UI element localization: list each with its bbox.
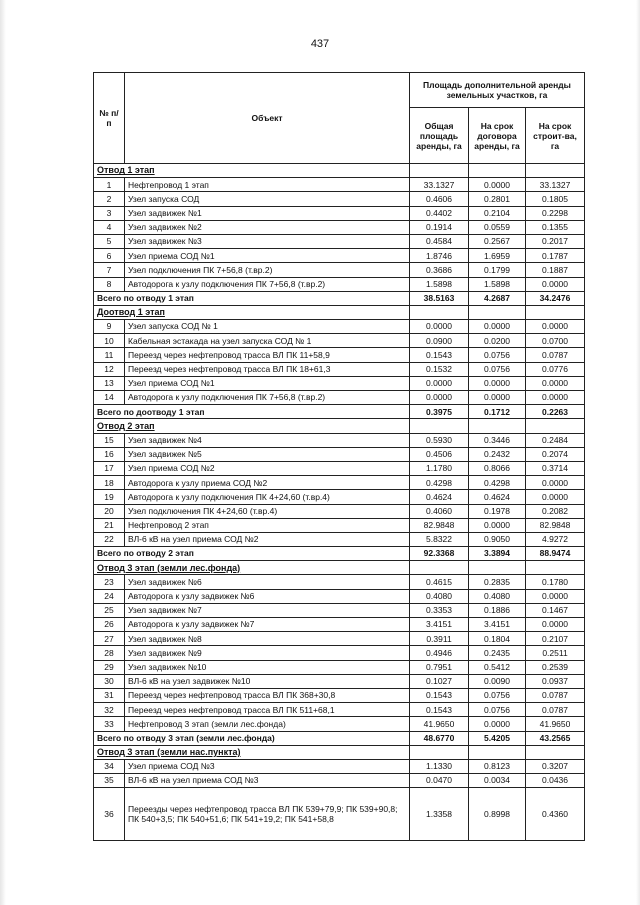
total-area: 38.5163 — [410, 291, 469, 305]
table-row — [94, 348, 585, 362]
row-object-name: Узел задвижек №5 — [125, 447, 410, 461]
row-number: 23 — [94, 575, 125, 589]
row-contract-area: 0.0000 — [469, 376, 526, 390]
table-row — [94, 575, 585, 589]
row-total-area: 0.4402 — [410, 206, 469, 220]
table-row — [94, 788, 585, 841]
header-contract-term: На срок договора аренды, га — [469, 108, 526, 164]
table-row — [94, 192, 585, 206]
row-total-area: 1.8746 — [410, 249, 469, 263]
header-total-area: Общая площадь аренды, га — [410, 108, 469, 164]
total-construction-area: 43.2565 — [526, 731, 585, 745]
row-object-name: Переезд через нефтепровод трасса ВЛ ПК 368+30,8 — [125, 688, 410, 702]
table-row — [94, 518, 585, 532]
row-object-name: Узел запуска СОД — [125, 192, 410, 206]
row-construction-area: 0.2511 — [526, 646, 585, 660]
row-construction-area: 0.0436 — [526, 774, 585, 788]
table-row — [94, 461, 585, 475]
total-construction-area: 0.2263 — [526, 405, 585, 419]
table-row — [94, 774, 585, 788]
row-number: 36 — [94, 788, 125, 841]
table-row — [94, 249, 585, 263]
row-construction-area: 0.0000 — [526, 490, 585, 504]
row-object-name: Переезды через нефтепровод трасса ВЛ ПК 539+79,9; ПК 539+90,8; ПК 540+3,5; ПК 540+51,6; ПК 541+19,2; ПК 541+58,8 — [125, 788, 410, 841]
row-number: 7 — [94, 263, 125, 277]
row-construction-area: 4.9272 — [526, 532, 585, 546]
row-object-name: Узел запуска СОД № 1 — [125, 320, 410, 334]
row-contract-area: 0.0756 — [469, 688, 526, 702]
table-row — [94, 376, 585, 390]
row-construction-area: 0.3714 — [526, 461, 585, 475]
section-header — [94, 745, 585, 759]
table-row — [94, 263, 585, 277]
total-construction-area: 88.9474 — [526, 547, 585, 561]
row-contract-area: 0.0000 — [469, 391, 526, 405]
row-total-area: 0.1914 — [410, 220, 469, 234]
empty-cell — [469, 305, 526, 319]
row-number: 17 — [94, 461, 125, 475]
empty-cell — [410, 419, 469, 433]
empty-cell — [526, 561, 585, 575]
row-total-area: 0.4060 — [410, 504, 469, 518]
empty-cell — [410, 164, 469, 178]
table-row — [94, 334, 585, 348]
table-row — [94, 476, 585, 490]
row-total-area: 0.1532 — [410, 362, 469, 376]
row-contract-area: 0.0000 — [469, 178, 526, 192]
table-row — [94, 660, 585, 674]
row-number: 6 — [94, 249, 125, 263]
row-object-name: ВЛ-6 кВ на узел приема СОД №2 — [125, 532, 410, 546]
row-object-name: Переезд через нефтепровод трасса ВЛ ПК 511+68,1 — [125, 703, 410, 717]
row-contract-area: 0.2432 — [469, 447, 526, 461]
row-contract-area: 0.8066 — [469, 461, 526, 475]
row-total-area: 41.9650 — [410, 717, 469, 731]
row-number: 33 — [94, 717, 125, 731]
table-row — [94, 362, 585, 376]
table-header — [94, 73, 585, 164]
row-contract-area: 0.4298 — [469, 476, 526, 490]
empty-cell — [526, 745, 585, 759]
page-number: 437 — [310, 38, 330, 50]
total-contract-area: 4.2687 — [469, 291, 526, 305]
table-row — [94, 589, 585, 603]
row-object-name: Узел задвижек №1 — [125, 206, 410, 220]
row-total-area: 0.0000 — [410, 320, 469, 334]
row-construction-area: 0.0787 — [526, 348, 585, 362]
row-contract-area: 0.1886 — [469, 603, 526, 617]
row-number: 26 — [94, 618, 125, 632]
row-construction-area: 0.1467 — [526, 603, 585, 617]
row-number: 18 — [94, 476, 125, 490]
row-construction-area: 0.0700 — [526, 334, 585, 348]
row-contract-area: 0.0756 — [469, 362, 526, 376]
row-total-area: 0.1543 — [410, 703, 469, 717]
row-total-area: 1.1780 — [410, 461, 469, 475]
table-row — [94, 277, 585, 291]
total-row — [94, 731, 585, 745]
row-construction-area: 0.0000 — [526, 476, 585, 490]
table-row — [94, 504, 585, 518]
table-row — [94, 632, 585, 646]
empty-cell — [469, 419, 526, 433]
row-total-area: 0.1543 — [410, 348, 469, 362]
row-total-area: 3.4151 — [410, 618, 469, 632]
table-row — [94, 220, 585, 234]
row-total-area: 0.4615 — [410, 575, 469, 589]
row-number: 29 — [94, 660, 125, 674]
row-construction-area: 0.0000 — [526, 320, 585, 334]
row-total-area: 0.5930 — [410, 433, 469, 447]
row-object-name: Нефтепровод 2 этап — [125, 518, 410, 532]
row-construction-area: 0.0937 — [526, 674, 585, 688]
row-object-name: Автодорога к узлу подключения ПК 7+56,8 (т.вр.2) — [125, 391, 410, 405]
section-title: Отвод 2 этап — [94, 419, 410, 433]
row-construction-area: 0.0000 — [526, 391, 585, 405]
row-object-name: Узел задвижек №4 — [125, 433, 410, 447]
row-number: 31 — [94, 688, 125, 702]
row-object-name: Узел подключения ПК 7+56,8 (т.вр.2) — [125, 263, 410, 277]
row-total-area: 0.4946 — [410, 646, 469, 660]
table-row — [94, 206, 585, 220]
row-contract-area: 0.4080 — [469, 589, 526, 603]
row-number: 9 — [94, 320, 125, 334]
row-number: 34 — [94, 759, 125, 773]
row-object-name: Узел задвижек №10 — [125, 660, 410, 674]
row-number: 15 — [94, 433, 125, 447]
row-object-name: Узел приема СОД №1 — [125, 376, 410, 390]
table-row — [94, 646, 585, 660]
empty-cell — [469, 164, 526, 178]
row-construction-area: 0.0787 — [526, 703, 585, 717]
empty-cell — [526, 305, 585, 319]
row-total-area: 82.9848 — [410, 518, 469, 532]
row-contract-area: 0.0756 — [469, 703, 526, 717]
row-number: 12 — [94, 362, 125, 376]
empty-cell — [410, 745, 469, 759]
row-number: 2 — [94, 192, 125, 206]
row-object-name: Узел приема СОД №2 — [125, 461, 410, 475]
row-contract-area: 1.6959 — [469, 249, 526, 263]
row-number: 22 — [94, 532, 125, 546]
row-construction-area: 0.2074 — [526, 447, 585, 461]
total-contract-area: 3.3894 — [469, 547, 526, 561]
land-lease-table — [93, 72, 585, 841]
row-total-area: 0.1027 — [410, 674, 469, 688]
table-row — [94, 603, 585, 617]
header-construction-term: На срок строит-ва, га — [526, 108, 585, 164]
row-object-name: Узел задвижек №3 — [125, 234, 410, 248]
row-object-name: ВЛ-6 кВ на узел приема СОД №3 — [125, 774, 410, 788]
table-row — [94, 320, 585, 334]
row-number: 11 — [94, 348, 125, 362]
row-object-name: Автодорога к узлу задвижек №7 — [125, 618, 410, 632]
section-header — [94, 419, 585, 433]
row-total-area: 0.3353 — [410, 603, 469, 617]
row-total-area: 5.8322 — [410, 532, 469, 546]
row-construction-area: 0.0776 — [526, 362, 585, 376]
row-total-area: 0.3686 — [410, 263, 469, 277]
row-object-name: Узел задвижек №8 — [125, 632, 410, 646]
total-construction-area: 34.2476 — [526, 291, 585, 305]
row-number: 21 — [94, 518, 125, 532]
row-contract-area: 0.3446 — [469, 433, 526, 447]
row-contract-area: 0.0034 — [469, 774, 526, 788]
row-number: 1 — [94, 178, 125, 192]
row-contract-area: 0.9050 — [469, 532, 526, 546]
total-contract-area: 5.4205 — [469, 731, 526, 745]
row-construction-area: 0.1787 — [526, 249, 585, 263]
row-total-area: 1.3358 — [410, 788, 469, 841]
row-construction-area: 0.4360 — [526, 788, 585, 841]
row-number: 25 — [94, 603, 125, 617]
total-label: Всего по отводу 2 этап — [94, 547, 410, 561]
section-header — [94, 305, 585, 319]
row-construction-area: 0.2107 — [526, 632, 585, 646]
row-object-name: Автодорога к узлу подключения ПК 7+56,8 (т.вр.2) — [125, 277, 410, 291]
row-contract-area: 0.1804 — [469, 632, 526, 646]
row-object-name: Узел задвижек №6 — [125, 575, 410, 589]
row-contract-area: 0.2567 — [469, 234, 526, 248]
row-contract-area: 0.1978 — [469, 504, 526, 518]
row-contract-area: 1.5898 — [469, 277, 526, 291]
total-label: Всего по отводу 3 этап (земли лес.фонда) — [94, 731, 410, 745]
row-construction-area: 0.1805 — [526, 192, 585, 206]
empty-cell — [410, 561, 469, 575]
row-number: 8 — [94, 277, 125, 291]
row-number: 35 — [94, 774, 125, 788]
row-total-area: 0.0900 — [410, 334, 469, 348]
row-contract-area: 0.5412 — [469, 660, 526, 674]
row-contract-area: 0.2801 — [469, 192, 526, 206]
row-total-area: 0.0000 — [410, 376, 469, 390]
row-object-name: Узел подключения ПК 4+24,60 (т.вр.4) — [125, 504, 410, 518]
row-object-name: Переезд через нефтепровод трасса ВЛ ПК 11+58,9 — [125, 348, 410, 362]
row-total-area: 0.4080 — [410, 589, 469, 603]
row-total-area: 0.4624 — [410, 490, 469, 504]
table-row — [94, 717, 585, 731]
table-row — [94, 674, 585, 688]
row-number: 4 — [94, 220, 125, 234]
empty-cell — [469, 561, 526, 575]
row-construction-area: 0.0787 — [526, 688, 585, 702]
scan-edge-left — [0, 0, 6, 905]
total-area: 0.3975 — [410, 405, 469, 419]
section-header — [94, 561, 585, 575]
scan-edge-right — [636, 0, 640, 905]
row-object-name: Переезд через нефтепровод трасса ВЛ ПК 18+61,3 — [125, 362, 410, 376]
row-construction-area: 0.2539 — [526, 660, 585, 674]
total-label: Всего по отводу 1 этап — [94, 291, 410, 305]
row-object-name: Узел приема СОД №3 — [125, 759, 410, 773]
row-object-name: Кабельная эстакада на узел запуска СОД № 1 — [125, 334, 410, 348]
row-construction-area: 0.0000 — [526, 376, 585, 390]
row-contract-area: 0.0090 — [469, 674, 526, 688]
row-total-area: 0.4298 — [410, 476, 469, 490]
row-contract-area: 0.0000 — [469, 518, 526, 532]
section-title: Отвод 3 этап (земли лес.фонда) — [94, 561, 410, 575]
row-contract-area: 0.0559 — [469, 220, 526, 234]
row-number: 32 — [94, 703, 125, 717]
table-row — [94, 532, 585, 546]
total-row — [94, 547, 585, 561]
total-label: Всего по доотводу 1 этап — [94, 405, 410, 419]
row-construction-area: 0.2017 — [526, 234, 585, 248]
table-body — [94, 164, 585, 841]
empty-cell — [526, 419, 585, 433]
row-total-area: 1.1330 — [410, 759, 469, 773]
section-header — [94, 164, 585, 178]
row-total-area: 0.3911 — [410, 632, 469, 646]
total-row — [94, 405, 585, 419]
row-number: 19 — [94, 490, 125, 504]
row-contract-area: 0.0756 — [469, 348, 526, 362]
table-row — [94, 618, 585, 632]
total-contract-area: 0.1712 — [469, 405, 526, 419]
row-total-area: 0.1543 — [410, 688, 469, 702]
row-object-name: Нефтепровод 3 этап (земли лес.фонда) — [125, 717, 410, 731]
row-number: 24 — [94, 589, 125, 603]
row-object-name: ВЛ-6 кВ на узел задвижек №10 — [125, 674, 410, 688]
row-total-area: 1.5898 — [410, 277, 469, 291]
section-title: Отвод 1 этап — [94, 164, 410, 178]
table-row — [94, 490, 585, 504]
row-contract-area: 0.2835 — [469, 575, 526, 589]
row-contract-area: 0.8123 — [469, 759, 526, 773]
row-construction-area: 41.9650 — [526, 717, 585, 731]
row-object-name: Узел задвижек №7 — [125, 603, 410, 617]
section-title: Доотвод 1 этап — [94, 305, 410, 319]
header-area-group: Площадь дополнительной аренды земельных участков, га — [410, 73, 585, 108]
row-construction-area: 0.0000 — [526, 618, 585, 632]
header-object: Объект — [125, 73, 410, 164]
table-row — [94, 447, 585, 461]
row-construction-area: 0.0000 — [526, 277, 585, 291]
row-number: 27 — [94, 632, 125, 646]
table-row — [94, 688, 585, 702]
total-row — [94, 291, 585, 305]
row-total-area: 33.1327 — [410, 178, 469, 192]
row-number: 28 — [94, 646, 125, 660]
row-contract-area: 0.2104 — [469, 206, 526, 220]
table-row — [94, 759, 585, 773]
row-number: 20 — [94, 504, 125, 518]
row-construction-area: 0.1887 — [526, 263, 585, 277]
empty-cell — [410, 305, 469, 319]
row-number: 13 — [94, 376, 125, 390]
row-total-area: 0.7951 — [410, 660, 469, 674]
row-construction-area: 0.3207 — [526, 759, 585, 773]
table-row — [94, 433, 585, 447]
row-number: 5 — [94, 234, 125, 248]
row-number: 30 — [94, 674, 125, 688]
row-contract-area: 0.8998 — [469, 788, 526, 841]
row-object-name: Нефтепровод 1 этап — [125, 178, 410, 192]
table-row — [94, 234, 585, 248]
row-object-name: Узел приема СОД №1 — [125, 249, 410, 263]
row-object-name: Узел задвижек №9 — [125, 646, 410, 660]
row-contract-area: 0.2435 — [469, 646, 526, 660]
row-object-name: Узел задвижек №2 — [125, 220, 410, 234]
row-construction-area: 0.2298 — [526, 206, 585, 220]
row-construction-area: 0.2484 — [526, 433, 585, 447]
empty-cell — [469, 745, 526, 759]
total-area: 92.3368 — [410, 547, 469, 561]
table-row — [94, 178, 585, 192]
row-construction-area: 0.2082 — [526, 504, 585, 518]
row-contract-area: 0.0000 — [469, 717, 526, 731]
row-number: 3 — [94, 206, 125, 220]
row-number: 10 — [94, 334, 125, 348]
row-total-area: 0.0000 — [410, 391, 469, 405]
row-object-name: Автодорога к узлу подключения ПК 4+24,60 (т.вр.4) — [125, 490, 410, 504]
table-row — [94, 391, 585, 405]
row-contract-area: 0.4624 — [469, 490, 526, 504]
row-contract-area: 0.0200 — [469, 334, 526, 348]
row-number: 16 — [94, 447, 125, 461]
row-total-area: 0.4584 — [410, 234, 469, 248]
row-construction-area: 82.9848 — [526, 518, 585, 532]
row-total-area: 0.4506 — [410, 447, 469, 461]
row-contract-area: 0.1799 — [469, 263, 526, 277]
row-contract-area: 0.0000 — [469, 320, 526, 334]
empty-cell — [526, 164, 585, 178]
total-area: 48.6770 — [410, 731, 469, 745]
row-object-name: Автодорога к узлу задвижек №6 — [125, 589, 410, 603]
table-row — [94, 703, 585, 717]
row-number: 14 — [94, 391, 125, 405]
row-contract-area: 3.4151 — [469, 618, 526, 632]
row-total-area: 0.0470 — [410, 774, 469, 788]
row-construction-area: 0.0000 — [526, 589, 585, 603]
row-construction-area: 0.1780 — [526, 575, 585, 589]
row-construction-area: 33.1327 — [526, 178, 585, 192]
section-title: Отвод 3 этап (земли нас.пункта) — [94, 745, 410, 759]
row-total-area: 0.4606 — [410, 192, 469, 206]
row-object-name: Автодорога к узлу приема СОД №2 — [125, 476, 410, 490]
header-num: № п/п — [94, 73, 125, 164]
row-construction-area: 0.1355 — [526, 220, 585, 234]
